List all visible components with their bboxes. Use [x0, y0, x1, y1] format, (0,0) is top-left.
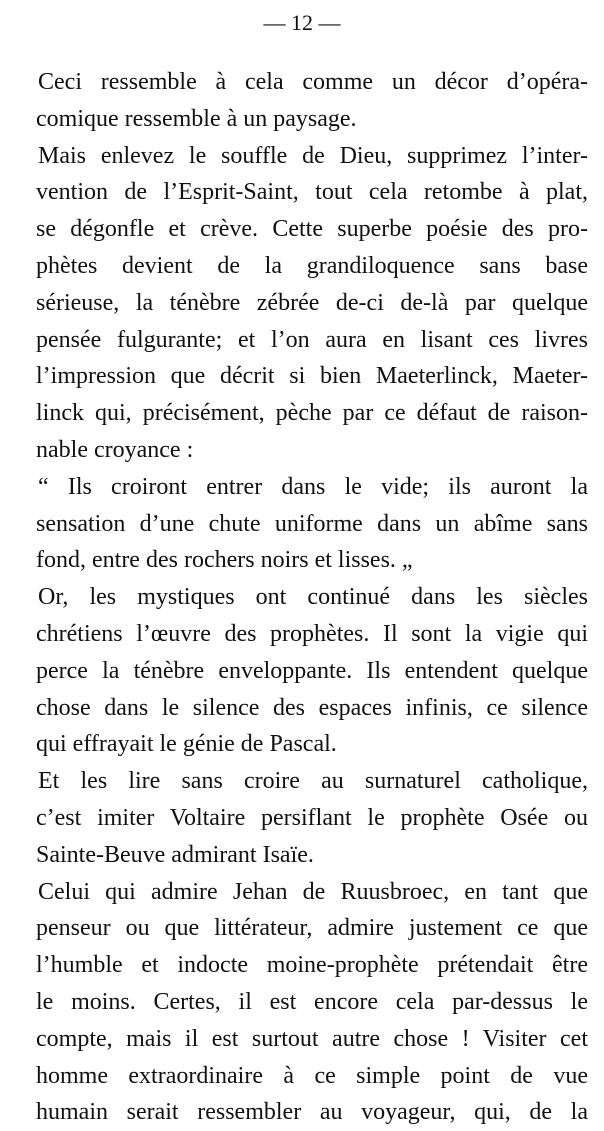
text-line: fond, entre des rochers noirs et lisses. „ [36, 547, 413, 574]
text-line: se dégonfle et crève. Cette superbe poésie des pro- [36, 216, 588, 243]
body-text [36, 64, 588, 1131]
text-line: perce la ténèbre enveloppante. Ils entendent quelque [36, 657, 588, 684]
text-line: penseur ou que littérateur, admire justement ce que [36, 915, 588, 942]
text-line: Et les lire sans croire au surnaturel catholique, [38, 768, 588, 795]
text-line: Mais enlevez le souffle de Dieu, supprimez l’inter- [38, 142, 588, 169]
text-line: humain serait ressembler au voyageur, qui, de la [36, 1099, 588, 1126]
text-line: l’humble et indocte moine-prophète prétendait être [36, 952, 588, 979]
page-number: — 12 — [263, 10, 341, 35]
text-line: homme extraordinaire à ce simple point de vue [36, 1062, 588, 1089]
text-line: qui effrayait le génie de Pascal. [36, 731, 337, 758]
text-line: sérieuse, la ténèbre zébrée de-ci de-là par quelque [36, 289, 588, 316]
text-line: le moins. Certes, il est encore cela par-dessus le [36, 988, 588, 1015]
text-line: l’impression que décrit si bien Maeterlinck, Maeter- [36, 363, 588, 390]
text-line: Sainte-Beuve admirant Isaïe. [36, 841, 314, 868]
text-line: sensation d’une chute uniforme dans un abîme sans [36, 510, 588, 537]
text-line: nable croyance : [36, 436, 194, 463]
text-line: linck qui, précisément, pèche par ce défaut de raison- [36, 400, 588, 427]
text-line: c’est imiter Voltaire persiflant le prophète Osée ou [36, 804, 588, 831]
text-line: vention de l’Esprit-Saint, tout cela retombe à plat, [36, 179, 588, 206]
text-line: chrétiens l’œuvre des prophètes. Il sont la vigie qui [36, 620, 588, 647]
text-line: comique ressemble à un paysage. [36, 105, 357, 132]
text-line: Or, les mystiques ont continué dans les siècles [38, 584, 588, 611]
text-line: pensée fulgurante; et l’on aura en lisant ces livres [36, 326, 588, 353]
text-line: compte, mais il est surtout autre chose ! Visiter cet [36, 1025, 588, 1052]
text-line: phètes devient de la grandiloquence sans base [36, 252, 588, 279]
text-line: Ceci ressemble à cela comme un décor d’opéra- [38, 69, 588, 95]
text-line: chose dans le silence des espaces infinis, ce silence [36, 694, 588, 721]
text-line: Celui qui admire Jehan de Ruusbroec, en tant que [38, 878, 588, 905]
text-line: “ Ils croiront entrer dans le vide; ils auront la [38, 473, 588, 500]
